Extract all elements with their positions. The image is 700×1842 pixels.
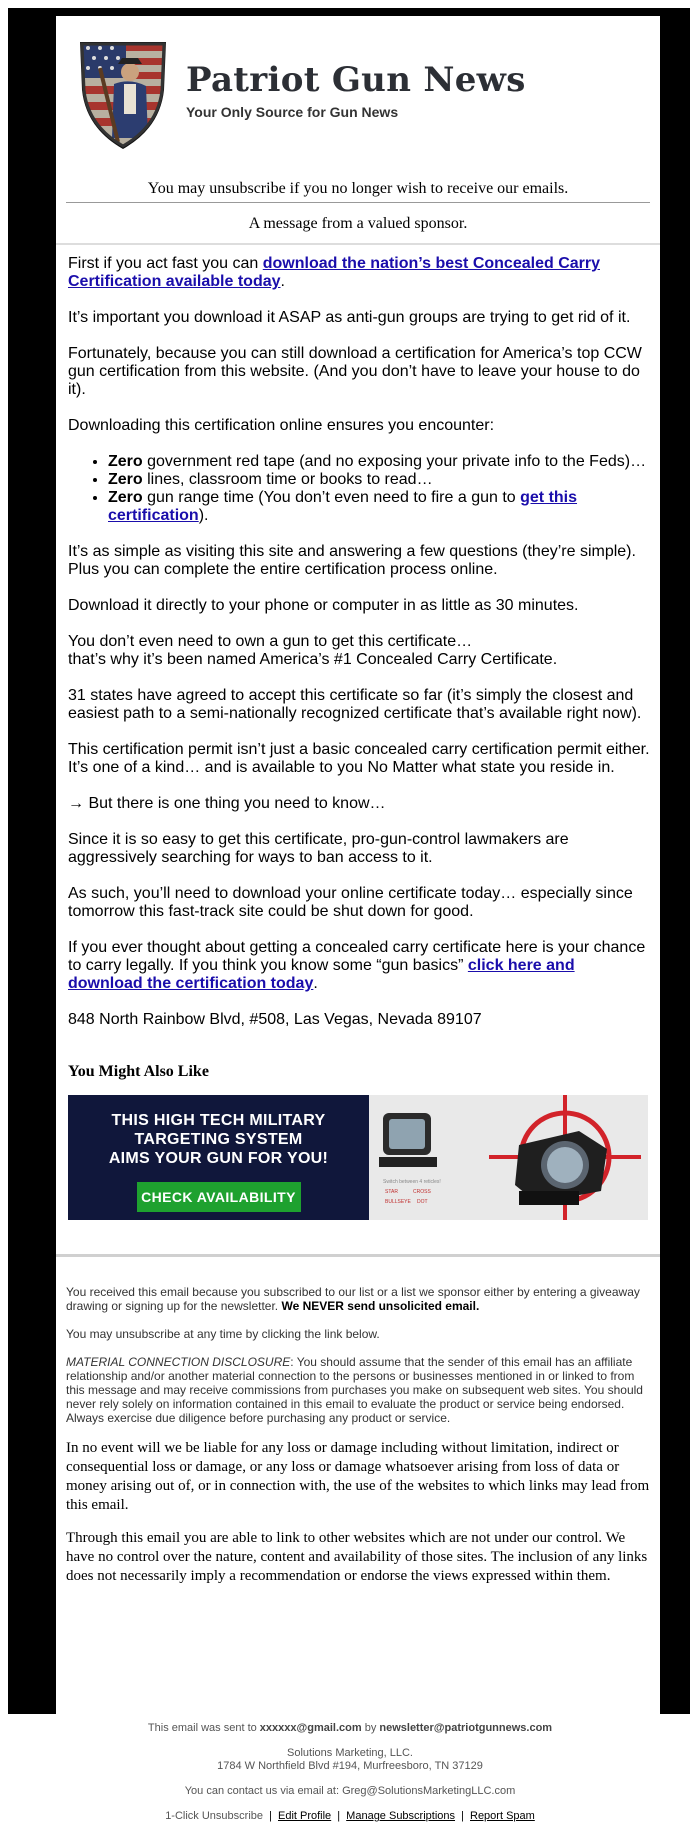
legal-paragraph: You received this email because you subscribed to our list or a list we sponsor either by entering a giveaway drawing or signing up for the newsletter. We NEVER send unsolicited email. (66, 1285, 640, 1313)
manage-subscriptions-link[interactable]: Manage Subscriptions (346, 1810, 456, 1822)
external-links-paragraph: Through this email you are able to link to other websites which are not under our control. We have no control over the nature, content and availability of those sites. The inclusion of any links does not necessarily imply a recommendation or endorse the views expressed within them. (66, 1530, 648, 1584)
disclosure-paragraph: MATERIAL CONNECTION DISCLOSURE: You should assume that the sender of this email has an affiliate relationship and/or another material connection to the persons or businesses mentioned in or linked to from this message and may receive commissions from purchases you make on subsequent web sites. You should never rely solely on information contained in this email to evaluate the product or service being endorsed. Always exercise due diligence before purchasing any product or service. (66, 1355, 643, 1425)
reticle-label: BULLSEYE (385, 1199, 411, 1205)
report-spam-link[interactable]: Report Spam (470, 1810, 535, 1822)
email-header (56, 16, 660, 166)
paragraph: You don’t even need to own a gun to get this certificate… that’s why it’s been named America’s #1 Concealed Carry Certificate. (68, 633, 558, 668)
paragraph: This certification permit isn’t just a basic concealed carry certification permit either. It’s one of a kind… and is available to you No Matter what state you reside in. (68, 741, 650, 776)
footer-links: 1-Click Unsubscribe | Edit Profile | Manage Subscriptions | Report Spam (165, 1810, 535, 1822)
paragraph: Download it directly to your phone or computer in as little as 30 minutes. (68, 597, 579, 614)
legal-paragraph: You may unsubscribe at any time by clicking the link below. (66, 1327, 380, 1341)
ad-headline-line: TARGETING SYSTEM (134, 1131, 303, 1148)
paragraph: Since it is so easy to get this certificate, pro-gun-control lawmakers are aggressively searching for ways to ban access to it. (68, 831, 569, 866)
paragraph: First if you act fast you can download the nation’s best Concealed Carry Certification available today. (68, 255, 600, 290)
email-frame (8, 8, 690, 1714)
ad-product-panel[interactable] (369, 1095, 648, 1220)
recipient-email: xxxxxx@gmail.com (259, 1722, 362, 1734)
ad-banner[interactable] (68, 1095, 648, 1220)
ad-text-panel[interactable] (68, 1095, 369, 1220)
also-like-heading: You Might Also Like (68, 1063, 209, 1080)
list-item: • Zero government red tape (and no exposing your private info to the Feds)… (108, 453, 650, 471)
one-click-unsubscribe[interactable]: 1-Click Unsubscribe (165, 1810, 263, 1822)
paragraph: Downloading this certification online ensures you encounter: (68, 417, 495, 434)
email-content (56, 16, 660, 1722)
liability-paragraph: In no event will we be liable for any loss or damage including without limitation, indirect or consequential loss or damage, or any loss or damage whatsoever arising from loss of data or money arising out of, or in connection with, the use of the websites to which links may lead from this email. (66, 1440, 650, 1513)
sent-to-line: This email was sent to xxxxxx@gmail.com by newsletter@patriotgunnews.com (147, 1722, 553, 1734)
list-item: • Zero gun range time (You don’t even need to fire a gun to get this certification). (108, 489, 650, 525)
list-item: • Zero lines, classroom time or books to read… (108, 471, 650, 489)
contact-line: You can contact us via email at: Greg@SolutionsMarketingLLC.com (184, 1785, 516, 1797)
paragraph: → But there is one thing you need to know… (68, 795, 386, 812)
reticle-caption: Switch between 4 reticles! (383, 1179, 441, 1185)
patriot-shield-logo (78, 38, 168, 150)
edit-profile-link[interactable]: Edit Profile (277, 1810, 332, 1822)
paragraph: 31 states have agreed to accept this certificate so far (it’s simply the closest and easiest path to a semi-nationally recognized certificate that’s available right now). (68, 687, 642, 722)
ad-headline-line: THIS HIGH TECH MILITARY (111, 1112, 326, 1129)
paragraph: Fortunately, because you can still download a certification for America’s top CCW gun certification from this website. (And you don’t have to leave your house to do it). (68, 345, 642, 398)
sponsor-notice: A message from a valued sponsor. (248, 215, 468, 232)
check-availability-button[interactable]: CHECK AVAILABILITY (137, 1182, 301, 1212)
brand-tagline: Your Only Source for Gun News (186, 104, 399, 120)
paragraph: It’s important you download it ASAP as anti-gun groups are trying to get rid of it. (68, 309, 631, 326)
unsubscribe-notice: You may unsubscribe if you no longer wish to receive our emails. (147, 180, 569, 197)
ad-headline-line: AIMS YOUR GUN FOR YOU! (108, 1150, 329, 1167)
download-certification-today-link[interactable]: click here and download the certification today (68, 957, 575, 992)
reticle-label: CROSS (413, 1189, 431, 1195)
sender-email: newsletter@patriotgunnews.com (379, 1722, 553, 1734)
paragraph: It’s as simple as visiting this site and answering a few questions (they’re simple). Plus you can complete the entire certification process online. (68, 543, 636, 578)
brand-title: Patriot Gun News (186, 60, 526, 100)
company-address: 1784 W Northfield Blvd #194, Murfreesboro, TN 37129 (217, 1760, 483, 1772)
article-body (56, 245, 660, 1029)
paragraph: As such, you’ll need to download your online certificate today… especially since tomorrow this fast-track site could be shut down for good. (68, 885, 633, 920)
get-certification-link[interactable]: get this certification (108, 489, 578, 524)
reticle-label: STAR (385, 1189, 398, 1195)
download-certification-link[interactable]: download the nation’s best Concealed Carry Certification available today (68, 255, 600, 290)
sponsor-address: 848 North Rainbow Blvd, #508, Las Vegas, Nevada 89107 (68, 1011, 482, 1028)
reticle-label: DOT (417, 1199, 428, 1205)
paragraph: If you ever thought about getting a concealed carry certificate here is your chance to carry legally. If you think you know some “gun basics” click here and download the certification today. (68, 939, 646, 992)
red-dot-sight-image (369, 1095, 648, 1220)
email-footer (0, 1722, 700, 1823)
company-name: Solutions Marketing, LLC. (287, 1747, 413, 1759)
benefits-list (108, 453, 650, 525)
legal-section (56, 1257, 660, 1586)
